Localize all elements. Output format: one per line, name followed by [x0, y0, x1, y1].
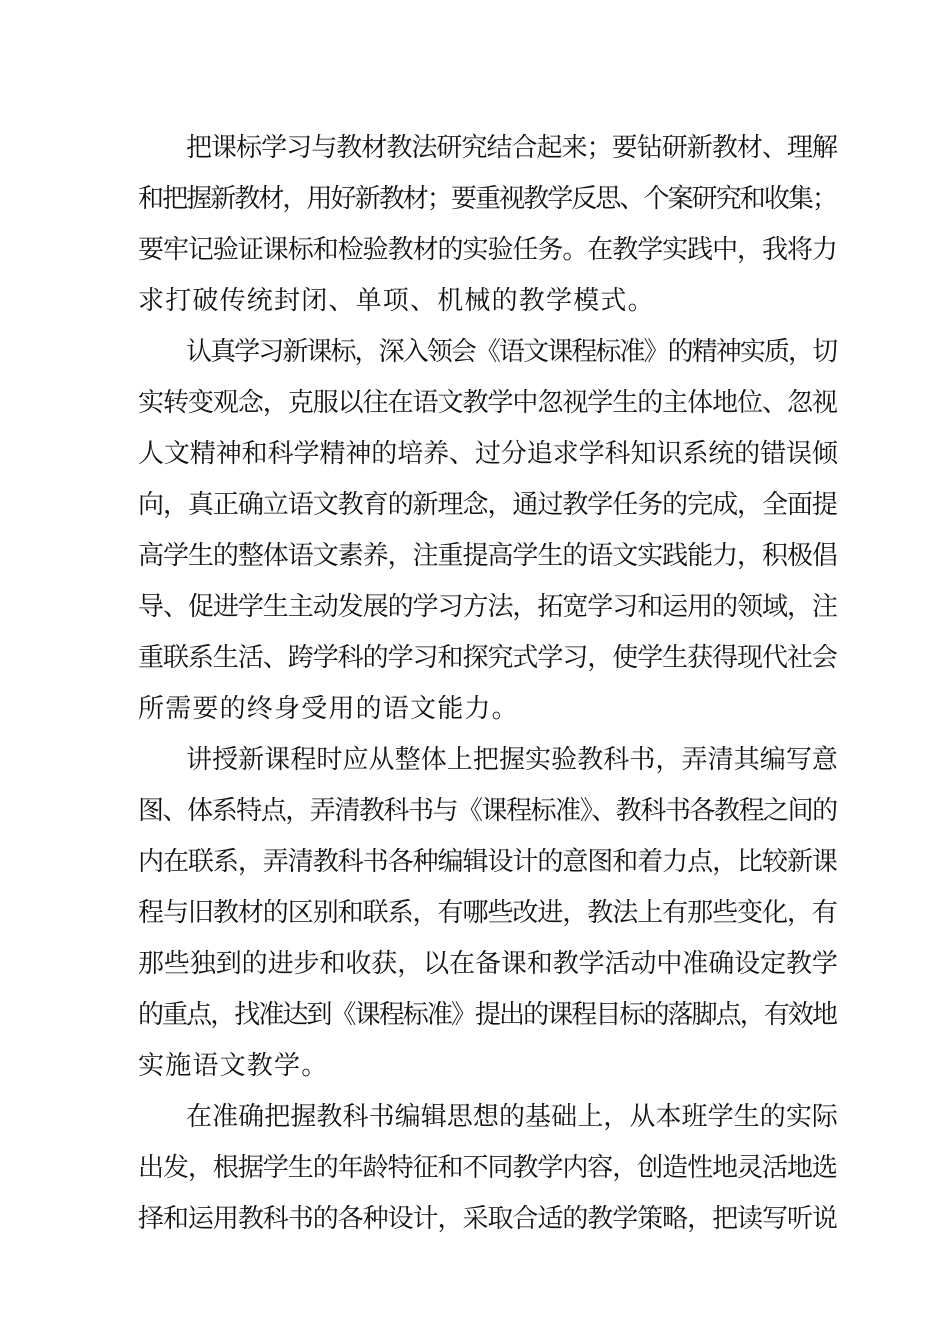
- paragraph-1-line-1: 把课标学习与教材教法研究结合起来；要钻研新教材、理解: [186, 133, 838, 163]
- paragraph-3-line-4: 程与旧教材的区别和联系，有哪些改进，教法上有那些变化，有: [138, 898, 837, 928]
- paragraph-2-line-2: 实转变观念，克服以往在语文教学中忽视学生的主体地位、忽视: [138, 388, 837, 418]
- paragraph-3-line-2: 图、体系特点，弄清教科书与《课程标准》、教科书各教程之间的: [138, 796, 837, 826]
- paragraph-3-line-7: 实施语文教学。: [138, 1051, 329, 1081]
- paragraph-1-line-3: 要牢记验证课标和检验教材的实验任务。在教学实践中，我将力: [138, 235, 837, 265]
- paragraph-4-line-3: 择和运用教科书的各种设计，采取合适的教学策略，把读写听说: [138, 1204, 837, 1234]
- paragraph-1-line-2: 和把握新教材，用好新教材；要重视教学反思、个案研究和收集；: [138, 184, 837, 214]
- paragraph-2-line-4: 向，真正确立语文教育的新理念，通过教学任务的完成，全面提: [138, 490, 837, 520]
- paragraph-2-line-6: 导、促进学生主动发展的学习方法，拓宽学习和运用的领域，注: [138, 592, 837, 622]
- paragraph-3-line-6: 的重点，找准达到《课程标准》提出的课程目标的落脚点，有效地: [138, 1000, 837, 1030]
- paragraph-3-line-3: 内在联系，弄清教科书各种编辑设计的意图和着力点，比较新课: [138, 847, 837, 877]
- paragraph-2-line-8: 所需要的终身受用的语文能力。: [138, 694, 519, 724]
- paragraph-1-line-4: 求打破传统封闭、单项、机械的教学模式。: [138, 286, 655, 316]
- paragraph-2-line-1: 认真学习新课标，深入领会《语文课程标准》的精神实质，切: [186, 337, 837, 367]
- paragraph-2-line-3: 人文精神和科学精神的培养、过分追求学科知识系统的错误倾: [138, 439, 838, 469]
- paragraph-4-line-2: 出发，根据学生的年龄特征和不同教学内容，创造性地灵活地选: [138, 1153, 837, 1183]
- paragraph-4-line-1: 在准确把握教科书编辑思想的基础上，从本班学生的实际: [186, 1102, 838, 1132]
- paragraph-2-line-5: 高学生的整体语文素养，注重提高学生的语文实践能力，积极倡: [138, 541, 837, 571]
- paragraph-3-line-1: 讲授新课程时应从整体上把握实验教科书，弄清其编写意: [186, 745, 838, 775]
- paragraph-3-line-5: 那些独到的进步和收获，以在备课和教学活动中准确设定教学: [138, 949, 838, 979]
- paragraph-2-line-7: 重联系生活、跨学科的学习和探究式学习，使学生获得现代社会: [138, 643, 837, 673]
